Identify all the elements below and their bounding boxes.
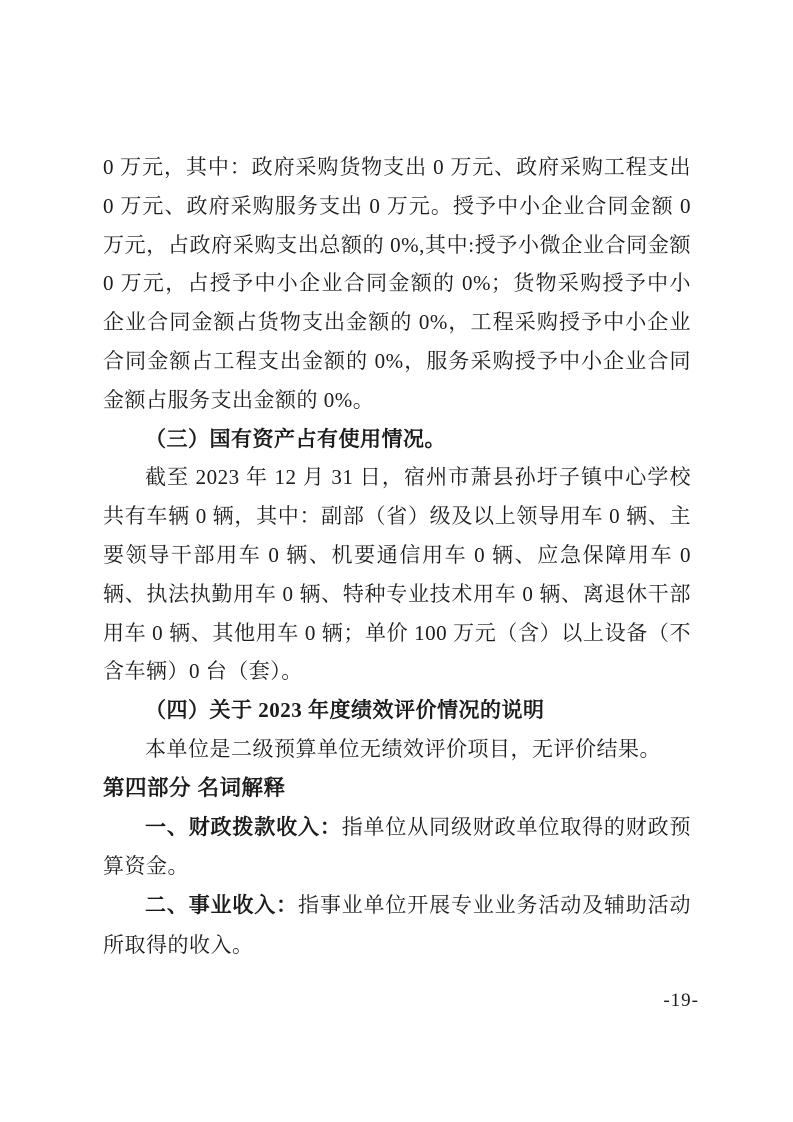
heading-performance-evaluation: （四）关于 2023 年度绩效评价情况的说明 [145,698,545,723]
definition-item-operational-income [103,886,691,965]
definition-desc-operational-income: 指事业单位开展专业业务活动及辅助活动所取得的收入。 [103,893,692,957]
paragraph-performance-evaluation: 本单位是二级预算单位无绩效评价项目，无评价结果。 [145,736,661,761]
definition-item-fiscal-appropriation-income [103,808,691,887]
definition-desc-fiscal-appropriation-income: 指单位从同级财政单位取得的财政预算资金。 [103,814,691,879]
paragraph-procurement-carryover: 0 万元，其中：政府采购货物支出 0 万元、政府采购工程支出 0 万元、政府采购服务支出 0 万元。授予中小企业合同金额 0 万元，占政府采购支出总额的 0%,其中:授予小微企业合同金额 0 万元，占授予中小企业合同金额的 0%；货物采购授予中小企业合同金额占货物支出金额的 0%，工程采购授予中小企业合同金额占工程支出金额的 0%，服务采购授予中小企业合同金额占服务支出金额的 0%。 [103,155,691,412]
page-number: -19- [663,990,699,1011]
definition-term-operational-income: 二、事业收入： [145,894,298,918]
paragraph-state-assets: 截至 2023 年 12 月 31 日，宿州市萧县孙圩子镇中心学校共有车辆 0 辆，其中：副部（省）级及以上领导用车 0 辆、主要领导干部用车 0 辆、机要通信用车 0 辆、应急保障用车 0 辆、执法执勤用车 0 辆、特种专业技术用车 0 辆、离退休干部用车 0 辆、其他用车 0 辆；单价 100 万元（含）以上设备（不含车辆）0 台（套）。 [103,465,691,684]
document-body [103,148,691,965]
section-heading-part-four: 第四部分 名词解释 [103,775,286,800]
heading-state-assets: （三）国有资产占有使用情况。 [145,426,446,451]
definition-term-fiscal-appropriation-income: 一、财政拨款收入： [145,815,342,839]
